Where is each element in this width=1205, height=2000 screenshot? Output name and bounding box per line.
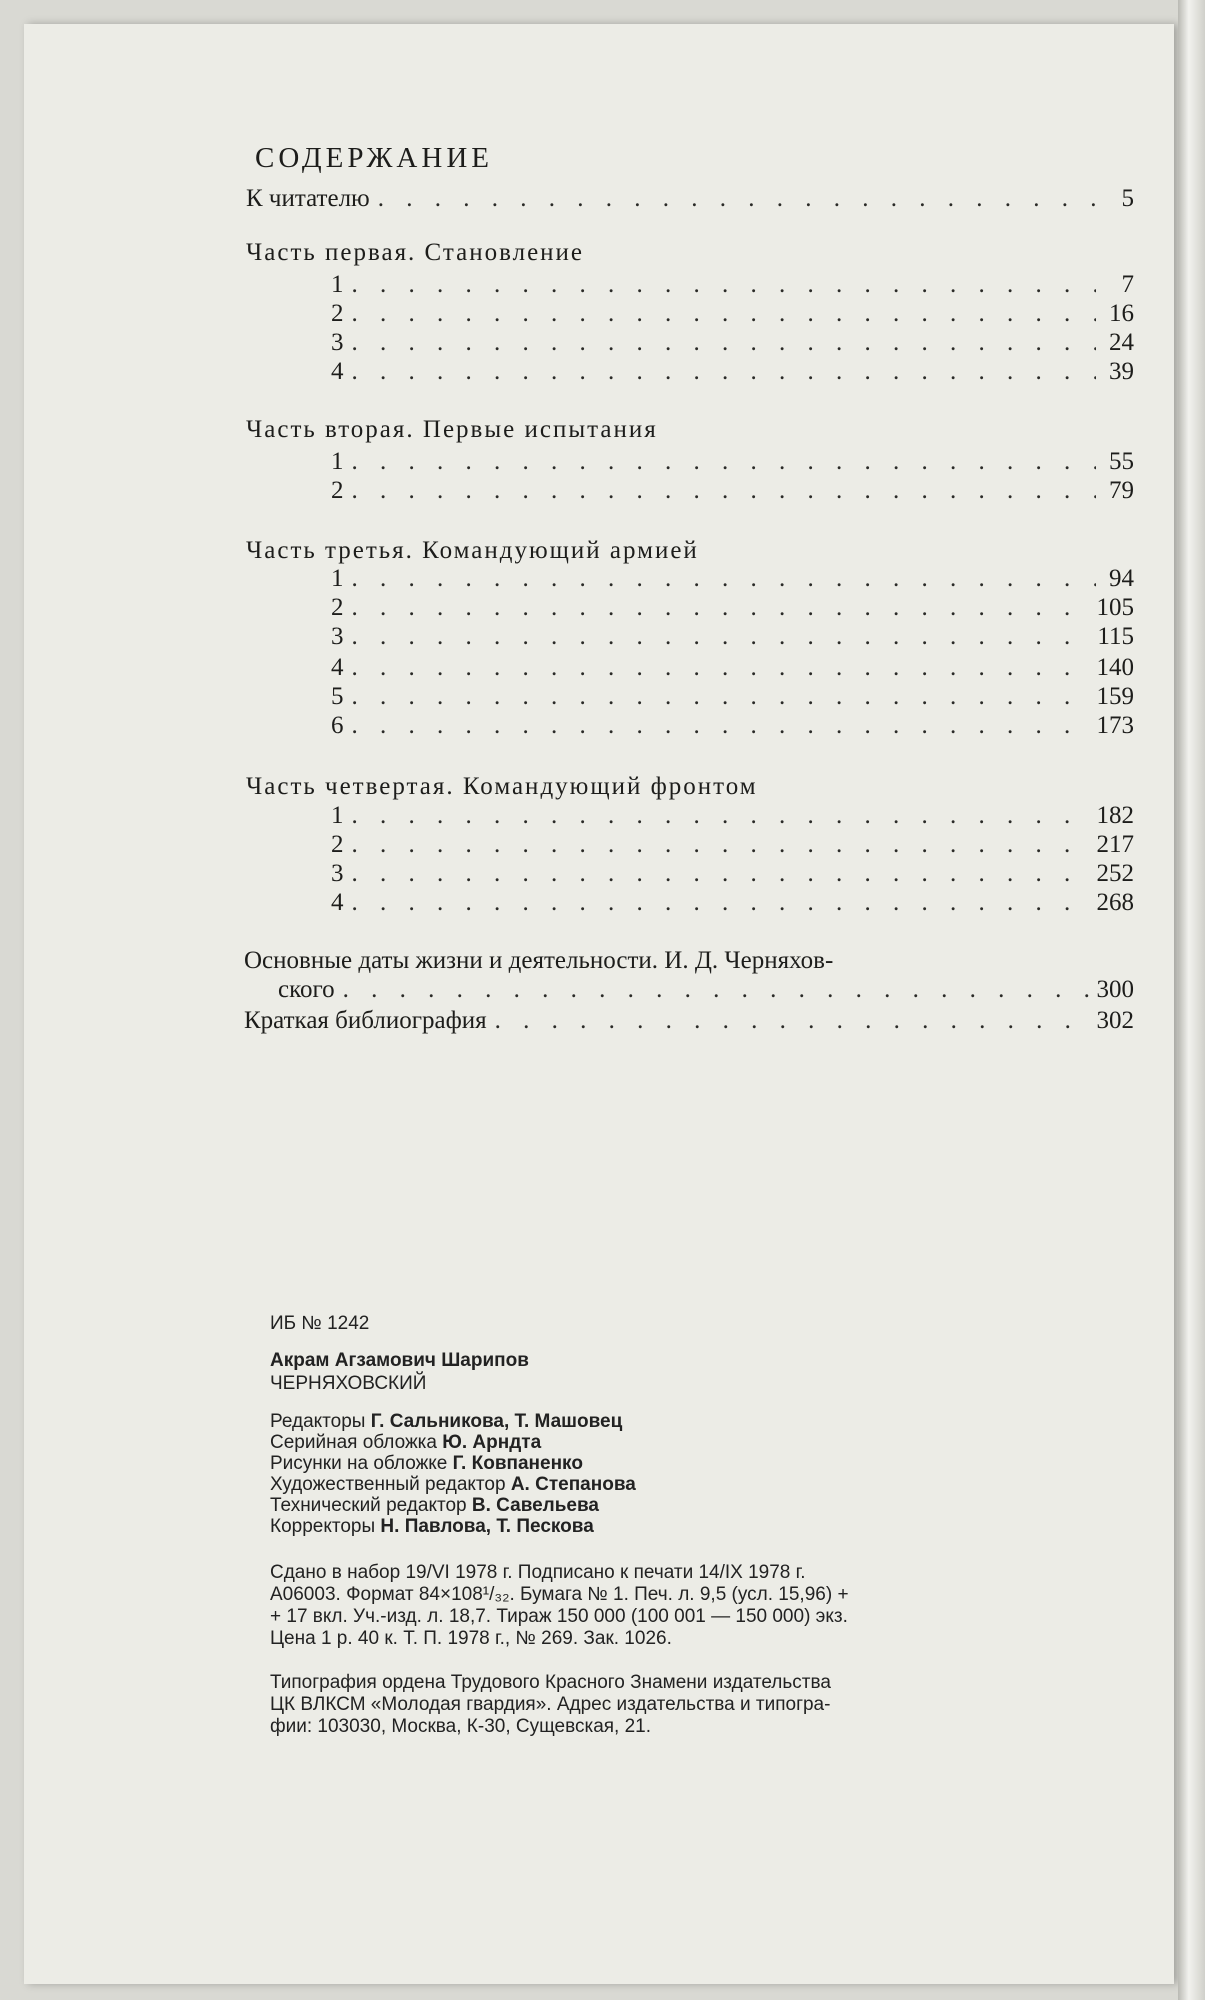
print-info-line: Цена 1 р. 40 к. Т. П. 1978 г., № 269. Зак. 1026. xyxy=(270,1628,672,1649)
printer-line: фии: 103030, Москва, К-30, Сущевская, 21. xyxy=(270,1716,652,1737)
toc-chapter-row: 1 . . . 7 xyxy=(331,270,1134,300)
toc-chapter-row: 2 . . . 79 xyxy=(331,476,1134,506)
toc-chapter-row: 2 . . . 16 xyxy=(331,299,1134,329)
print-info-line: + 17 вкл. Уч.-изд. л. 18,7. Тираж 150 000 (100 001 — 150 000) экз. xyxy=(270,1606,848,1627)
toc-entry-dates: ского . . . 300 xyxy=(278,975,1134,1005)
leader-dots xyxy=(378,184,1096,214)
page-edge xyxy=(1178,0,1205,2000)
credit-line: Редакторы Г. Сальникова, Т. Машовец xyxy=(270,1411,623,1432)
part-heading: Часть четвертая. Командующий фронтом xyxy=(246,773,758,800)
toc-entry-bibliography: Краткая библиография . . . 302 xyxy=(244,1006,1134,1036)
toc-chapter-row: 4 . . . 140 xyxy=(331,653,1134,683)
author-name: Акрам Агзамович Шарипов xyxy=(270,1350,529,1371)
toc-entry-label: К читателю xyxy=(246,185,370,212)
credit-line: Художественный редактор А. Степанова xyxy=(270,1474,636,1495)
toc-page-number: 5 xyxy=(1121,185,1134,212)
credit-line: Рисунки на обложке Г. Ковпаненко xyxy=(270,1453,583,1474)
part-heading: Часть первая. Становление xyxy=(246,239,585,266)
toc-chapter-row: 3 . . . 115 xyxy=(331,622,1134,652)
part-heading: Часть вторая. Первые испытания xyxy=(246,416,658,443)
print-info-line: Сдано в набор 19/VI 1978 г. Подписано к печати 14/IX 1978 г. xyxy=(270,1562,806,1583)
toc-chapter-row: 4 . . . 268 xyxy=(331,888,1134,918)
printer-line: Типография ордена Трудового Красного Знамени издательства xyxy=(270,1672,831,1693)
ib-number: ИБ № 1242 xyxy=(270,1313,370,1334)
toc-chapter-row: 3 . . . 24 xyxy=(331,328,1134,358)
toc-chapter-row: 3 . . . 252 xyxy=(331,859,1134,889)
toc-chapter-row: 1 . . . 182 xyxy=(331,801,1134,831)
toc-chapter-row: 4 . . . 39 xyxy=(331,357,1134,387)
toc-chapter-row: 5 . . . 159 xyxy=(331,682,1134,712)
credit-line: Корректоры Н. Павлова, Т. Пескова xyxy=(270,1516,594,1537)
toc-entry-dates-line1: Основные даты жизни и деятельности. И. Д. Черняхов- xyxy=(244,947,834,974)
toc-entry-intro xyxy=(246,184,1134,214)
toc-chapter-row: 6 . . . 173 xyxy=(331,711,1134,741)
book-title: ЧЕРНЯХОВСКИЙ xyxy=(270,1373,427,1394)
credit-line: Технический редактор В. Савельева xyxy=(270,1495,599,1516)
toc-chapter-row: 1 . . . 55 xyxy=(331,447,1134,477)
toc-chapter-row: 2 . . . 105 xyxy=(331,593,1134,623)
print-info-line: А06003. Формат 84×108¹/₃₂. Бумага № 1. Печ. л. 9,5 (усл. 15,96) + xyxy=(270,1584,849,1605)
toc-chapter-row: 1 . . . 94 xyxy=(331,564,1134,594)
part-heading: Часть третья. Командующий армией xyxy=(246,537,699,564)
credit-line: Серийная обложка Ю. Арндта xyxy=(270,1432,542,1453)
printer-line: ЦК ВЛКСМ «Молодая гвардия». Адрес издательства и типогра- xyxy=(270,1694,831,1715)
toc-chapter-row: 2 . . . 217 xyxy=(331,830,1134,860)
toc-title: СОДЕРЖАНИЕ xyxy=(255,142,493,174)
